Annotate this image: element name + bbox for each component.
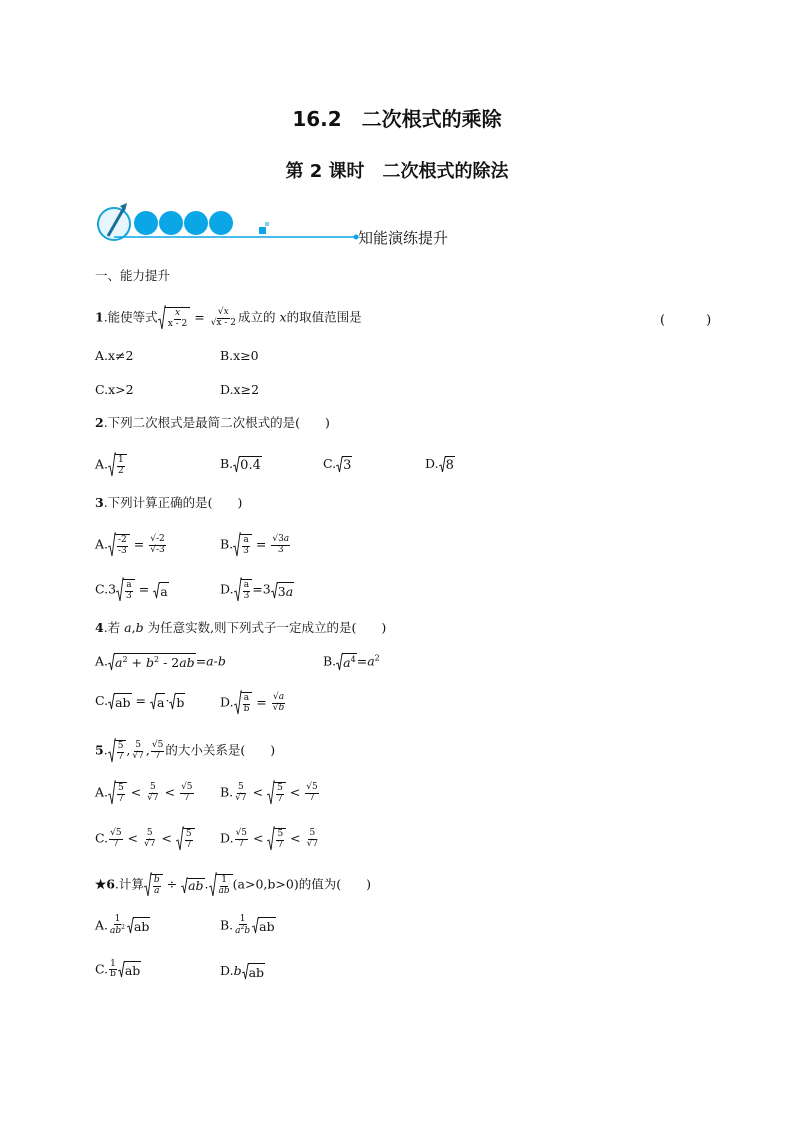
q1-var: x <box>279 309 287 325</box>
question-1: 1.能使等式 $\frac{x}{x - 2}$ = $\frac{√x}{√x - 2}$ 成立的 x的取值范围是 <box>95 305 362 331</box>
q1-stem-3: 的取值范围是 <box>286 309 362 325</box>
q6-option-d[interactable]: D.b ab <box>220 963 265 980</box>
q5-option-d[interactable]: D. $\frac{√5}{7}$ < $\frac{5}{7}$ < $\frac{5}{√7}$ <box>220 828 319 850</box>
q2-option-c[interactable]: C. 3 <box>323 456 352 473</box>
q4-option-d[interactable]: D. $\frac{a}{b}$ = $\frac{√a}{√b}$ <box>220 692 285 714</box>
q1-option-a[interactable]: A.x≠2 <box>95 348 134 363</box>
q3-option-c[interactable]: C.3 $\frac{a}{3}$ = a <box>95 577 169 603</box>
q5-option-c[interactable]: C. $\frac{√5}{7}$ < $\frac{5}{√7}$ < $\frac{5}{7}$ <box>95 826 195 852</box>
q6-stem: .计算 <box>114 876 144 892</box>
question-4: 4.若 a,b 为任意实数,则下列式子一定成立的是( ) <box>95 620 387 635</box>
q2-option-b[interactable]: B. 0.4 <box>220 456 261 473</box>
q5-option-a[interactable]: A. $\frac{5}{7}$ < $\frac{5}{√7}$ < $\frac{√5}{7}$ <box>95 782 193 804</box>
q6-option-c[interactable]: C. $\frac{1}{b}$ ab <box>95 959 141 980</box>
q2-option-d[interactable]: D. 8 <box>425 456 454 473</box>
q4-option-a[interactable]: A. $a^2 + b^2 - 2ab$ =a-b <box>95 653 226 671</box>
question-2: 2.下列二次根式是最简二次根式的是( ) <box>95 415 330 430</box>
question-5: 5. $\frac{5}{7}$ , $\frac{5}{√7}$ , $\frac{√5}{7}$ 的大小关系是( ) <box>95 740 276 762</box>
q1-rhs-fraction: $\frac{√x}{√x - 2}$ <box>210 307 236 328</box>
q3-option-d[interactable]: D. $\frac{a}{3}$ =3 3a <box>220 577 294 603</box>
q1-lhs-sqrt: $\frac{x}{x - 2}$ <box>158 305 191 331</box>
q5-option-b[interactable]: B. $\frac{5}{√7}$ < $\frac{5}{7}$ < $\frac{√5}{7}$ <box>220 782 318 804</box>
q1-number: 1 <box>95 309 104 325</box>
q2-option-a[interactable]: A. $\frac{1}{2}$ <box>95 452 127 478</box>
q1-stem-2: 成立的 <box>238 309 276 325</box>
banner-title: 知能演练提升 <box>358 229 449 247</box>
q4-option-b[interactable]: B. $a^4$ $=a^2$ <box>323 653 380 671</box>
question-3: 3.下列计算正确的是( ) <box>95 495 243 510</box>
question-6: ★6.计算 $\frac{b}{a}$ ÷ ab . $\frac{1}{ab}$ (a>0,b>0)的值为( ) <box>95 872 371 898</box>
q5-stem: 的大小关系是( ) <box>165 742 276 758</box>
q6-option-a[interactable]: A. $\frac{1}{ab^2}$ ab <box>95 914 150 937</box>
lesson-subtitle: 第 2 课时 二次根式的除法 <box>285 161 509 182</box>
q3-option-b[interactable]: B. $\frac{a}{3}$ = $\frac{√3a}{3}$ <box>220 534 290 556</box>
page-title: 16.2 二次根式的乘除 <box>292 107 502 131</box>
q6-number: ★6 <box>95 876 115 892</box>
q6-option-b[interactable]: B. $\frac{1}{a^2b}$ ab <box>220 914 275 937</box>
q3-option-a[interactable]: A. $\frac{-2}{-3}$ = $\frac{√-2}{√-3}$ <box>95 534 165 556</box>
q6-condition: (a>0,b>0)的值为( ) <box>232 876 371 892</box>
q1-option-d[interactable]: D.x≥2 <box>220 382 260 397</box>
q1-stem: .能使等式 <box>103 309 158 325</box>
q4-option-c[interactable]: C. ab = a · b <box>95 693 185 710</box>
q1-option-b[interactable]: B.x≥0 <box>220 348 259 363</box>
q1-answer-paren: ( ) <box>660 313 726 328</box>
section-heading: 一、能力提升 <box>95 268 171 283</box>
q1-option-c[interactable]: C.x>2 <box>95 382 134 397</box>
